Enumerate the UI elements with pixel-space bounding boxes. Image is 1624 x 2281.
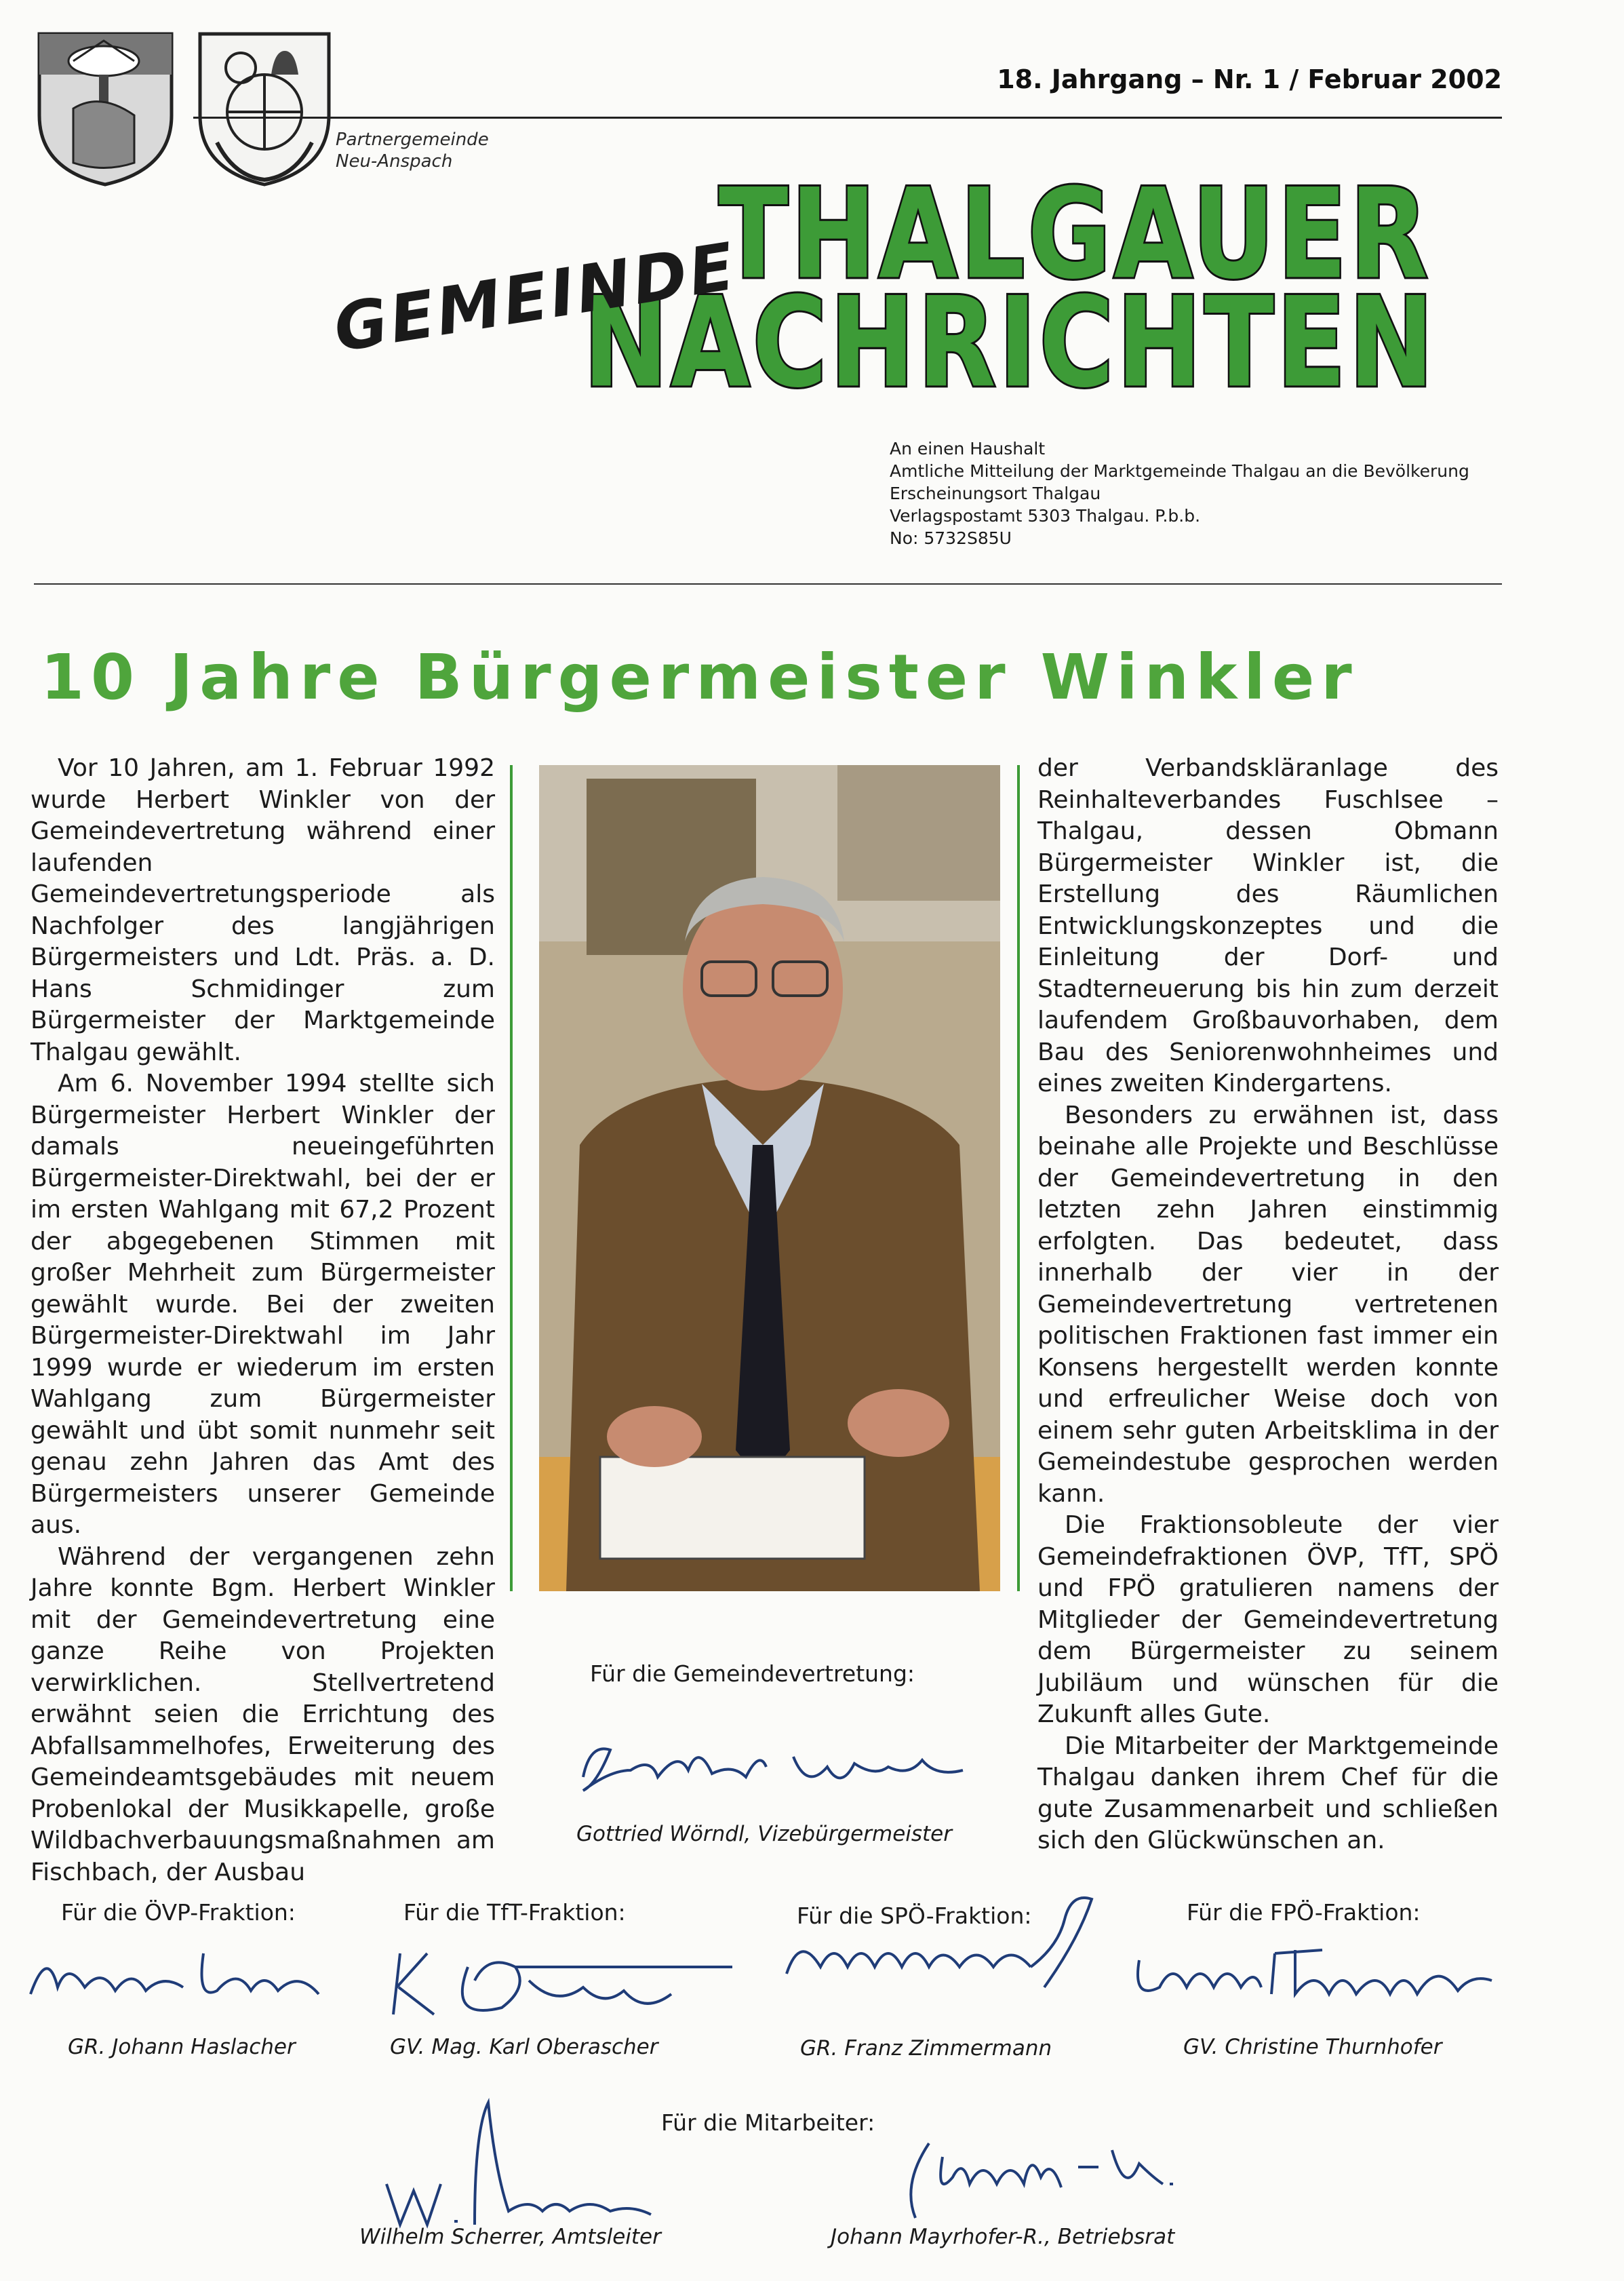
ovp-name: GR. Johann Haslacher: [68, 2035, 296, 2059]
staff-caption: Für die Mitarbeiter:: [661, 2109, 875, 2136]
tft-name: GV. Mag. Karl Oberascher: [390, 2035, 658, 2059]
masthead-title-thalgauer: THALGAUER: [719, 163, 1431, 307]
article-paragraph: Während der vergangenen zehn Jahre konnte Bgm. Herbert Winkler mit der Gemeindevertretung eine ganze Reihe von Projekten verwirklichen. Stellvertretend erwähnt seien die Errichtung des Abfallsammelhofes, Erweiterung des Gemeindeamtsgebäudes mit neuem Probenlokal der Musikkapelle, große Wildbachverbauungsmaßnahmen am Fischbach, der Ausbau: [31, 1542, 495, 1886]
staff1-name: Wilhelm Scherrer, Amtsleiter: [359, 2225, 661, 2249]
spo-caption: Für die SPÖ-Fraktion:: [797, 1903, 1032, 1929]
article-headline: 10 Jahre Bürgermeister Winkler: [41, 641, 1359, 714]
ovp-signature: [20, 1940, 332, 2014]
article-paragraph: der Verbandskläranlage des Reinhalteverbandes Fuschlsee – Thalgau, dessen Obmann Bürgermeister Winkler ist, die Erstellung des Räumlichen Entwicklungskonzeptes und die Einleitung der Dorf- und Stadterneuerung bis hin zum derzeit laufendem Großbauvorhaben, dem Bau des Seniorenwohnheimes und eines zweiten Kindergartens.: [1037, 754, 1499, 1097]
council-signature: [570, 1730, 976, 1804]
council-caption: Für die Gemeindevertretung:: [590, 1660, 915, 1687]
neu-anspach-coat-of-arms: [193, 27, 336, 190]
article-paragraph: Vor 10 Jahren, am 1. Februar 1992 wurde Herbert Winkler von der Gemeindevertretung während einer laufenden Gemeindevertretungsperiode als Nachfolger des langjährigen Bürgermeisters und Ldt. Präs. a. D. Hans Schmidinger zum Bürgermeister der Marktgemeinde Thalgau gewählt.: [31, 754, 495, 1066]
article-paragraph: Die Fraktionsobleute der vier Gemeindefraktionen ÖVP, TfT, SPÖ und FPÖ gratulieren namens der Mitglieder der Gemeindevertretung dem Bürgermeister zu seinem Jubiläum und wünschen für die Zukunft alles Gute.: [1037, 1511, 1499, 1728]
fpo-caption: Für die FPÖ-Fraktion:: [1187, 1899, 1421, 1926]
header-rule: [193, 117, 1502, 119]
mailing-line: No: 5732S85U: [890, 528, 1012, 548]
masthead-script-gemeinde: GEMEINDE: [329, 228, 742, 367]
mailing-line: Verlagspostamt 5303 Thalgau. P.b.b.: [890, 506, 1201, 526]
partner-label-line: Partnergemeinde: [336, 130, 489, 150]
mailing-line: Amtliche Mitteilung der Marktgemeinde Thalgau an die Bevölkerung: [890, 461, 1469, 481]
masthead-title-nachrichten: NACHRICHTEN: [583, 271, 1437, 416]
tft-caption: Für die TfT-Fraktion:: [403, 1899, 626, 1926]
council-name: Gottried Wörndl, Vizebürgermeister: [576, 1822, 953, 1846]
thalgau-coat-of-arms: [33, 27, 178, 190]
fpo-name: GV. Christine Thurnhofer: [1183, 2035, 1442, 2059]
article-paragraph: Die Mitarbeiter der Marktgemeinde Thalgau danken ihrem Chef für die gute Zusammenarbeit und schließen sich den Glückwünschen an.: [1037, 1732, 1499, 1854]
spo-signature: [773, 1879, 1126, 2014]
staff1-signature: [380, 2089, 665, 2238]
column-divider-left: [510, 765, 513, 1591]
spo-name: GR. Franz Zimmermann: [800, 2036, 1052, 2061]
article-column-left: [31, 753, 495, 1888]
article-paragraph: Besonders zu erwähnen ist, dass beinahe alle Projekte und Beschlüsse der Gemeindevertretung in den letzten zehn Jahren einstimmig erfolgten. Das bedeutet, dass innerhalb der vier in der Gemeindevertretung vertretenen politischen Fraktionen fast immer ein Konsens hergestellt werden konnte und erfreulicher Weise doch von einem sehr guten Arbeitsklima in der Gemeindestube gesprochen werden kann.: [1037, 1101, 1499, 1508]
mailing-notice: [890, 437, 1469, 549]
issue-line: 18. Jahrgang – Nr. 1 / Februar 2002: [997, 64, 1502, 94]
mayor-portrait-photo: [539, 765, 1000, 1591]
article-column-right: [1037, 753, 1499, 1857]
staff2-name: Johann Mayrhofer-R., Betriebsrat: [831, 2225, 1175, 2249]
staff2-signature: [895, 2130, 1180, 2225]
fpo-signature: [1126, 1933, 1505, 2008]
article-paragraph: Am 6. November 1994 stellte sich Bürgermeister Herbert Winkler der damals neueingeführten Bürgermeister-Direktwahl, bei der er im ersten Wahlgang mit 67,2 Prozent der abgegebenen Stimmen mit großer Mehrheit zum Bürgermeister gewählt wurde. Bei der zweiten Bürgermeister-Direktwahl im Jahr 1999 wurde er wiederum im ersten Wahlgang zum Bürgermeister gewählt und übt somit nunmehr seit genau zehn Jahren das Amt des Bürgermeisters unserer Gemeinde aus.: [31, 1070, 495, 1539]
tft-signature: [380, 1926, 732, 2028]
section-rule: [34, 583, 1502, 585]
partner-municipality-label: [336, 129, 489, 172]
ovp-caption: Für die ÖVP-Fraktion:: [61, 1899, 296, 1926]
column-divider-right: [1017, 765, 1020, 1591]
mailing-line: An einen Haushalt: [890, 439, 1046, 459]
mailing-line: Erscheinungsort Thalgau: [890, 484, 1101, 503]
partner-label-line: Neu-Anspach: [336, 151, 453, 172]
